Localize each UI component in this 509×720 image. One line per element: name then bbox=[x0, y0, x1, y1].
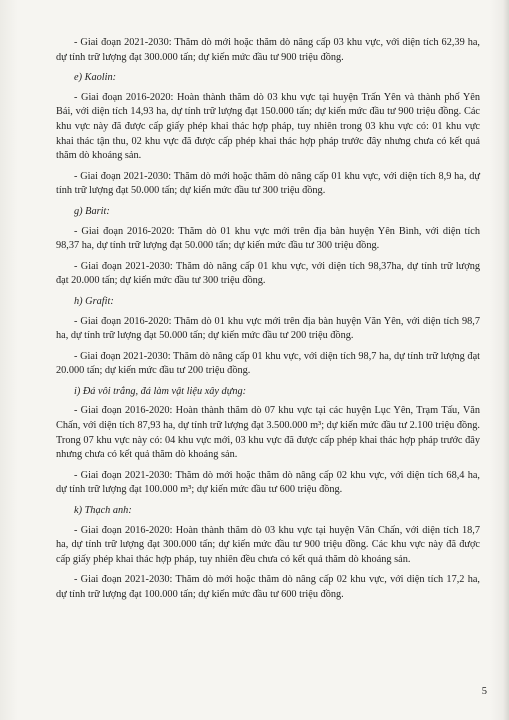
paragraph: - Giai đoạn 2021-2030: Thăm dò mới hoặc thăm dò nâng cấp 02 khu vực, với diện tích 17,2 ha, dự tính trữ lượng đạt 100.000 tấn; dự kiến mức đầu tư 600 triệu đồng. bbox=[56, 574, 480, 600]
section-heading-grafit: h) Grafit: bbox=[74, 295, 114, 307]
paragraph: - Giai đoạn 2021-2030: Thăm dò mới hoặc thăm dò nâng cấp 03 khu vực, với diện tích 62,39 ha, dự tính trữ lượng đạt 300.000 tấn; dự kiến mức đầu tư 900 triệu đồng. bbox=[56, 37, 480, 63]
paragraph: - Giai đoạn 2021-2030: Thăm dò mới hoặc thăm dò nâng cấp 01 khu vực, với diện tích 8,9 ha, dự tính trữ lượng đạt 50.000 tấn; dự kiến mức đầu tư 300 triệu đồng. bbox=[56, 170, 480, 197]
paragraph: - Giai đoạn 2016-2020: Thăm dò 01 khu vực mới trên địa bàn huyện Yên Bình, với diện tích 98,37 ha, dự tính trữ lượng đạt 50.000 tấn; dự kiến mức đầu tư 300 triệu đồng. bbox=[56, 225, 480, 252]
paragraph: - Giai đoạn 2016-2020: Hoàn thành thăm dò 07 khu vực tại các huyện Lục Yên, Trạm Tấu, Văn Chấn, với diện tích 87,93 ha, dự tính trữ lượng đạt 3.500.000 m³; dự kiến mức đầu tư 2.100 triệu đồng. Trong 07 khu vực này có: 04 khu vực mới, 03 khu vực đã được cấp phép khai thác hợp pháp trước đây nhưng chưa có kết quả thăm dò khoáng sản. bbox=[56, 405, 480, 461]
page-edge-shadow bbox=[503, 0, 509, 720]
page-number: 5 bbox=[481, 686, 487, 697]
section-heading-barit: g) Barit: bbox=[74, 205, 110, 217]
paragraph: - Giai đoạn 2016-2020: Thăm dò 01 khu vực mới trên địa bàn huyện Văn Yên, với diện tích 98,7 ha, dự tính trữ lượng đạt 50.000 tấn; dự kiến mức đầu tư 200 triệu đồng. bbox=[56, 315, 480, 342]
paragraph: - Giai đoạn 2021-2030: Thăm dò nâng cấp 01 khu vực, với diện tích 98,7 ha, dự tính trữ lượng đạt 20.000 tấn; dự kiến mức đầu tư 200 triệu đồng. bbox=[56, 350, 480, 377]
section-heading-kaolin: e) Kaolin: bbox=[74, 72, 117, 84]
paragraph: - Giai đoạn 2021-2030: Thăm dò mới hoặc thăm dò nâng cấp 02 khu vực, với diện tích 68,4 ha, dự tính trữ lượng đạt 100.000 m³; dự kiến mức đầu tư 600 triệu đồng. bbox=[56, 469, 480, 496]
document-body bbox=[56, 36, 480, 609]
paragraph: - Giai đoạn 2016-2020: Hoàn thành thăm dò 03 khu vực tại huyện Văn Chấn, với diện tích 18,7 ha, dự tính trữ lượng đạt 300.000 tấn; dự kiến mức đầu tư 900 triệu đồng. Các khu vực này đã được cấp giấy phép khai thác hợp pháp, tuy nhiên đều chưa có kết quả thăm dò khoáng sản. bbox=[56, 524, 480, 565]
section-heading-thach-anh: k) Thạch anh: bbox=[74, 505, 132, 517]
paragraph: - Giai đoạn 2021-2030: Thăm dò nâng cấp 01 khu vực, với diện tích 98,37ha, dự tính trữ lượng đạt 20.000 tấn; dự kiến mức đầu tư 300 triệu đồng. bbox=[56, 260, 480, 287]
paragraph: - Giai đoạn 2016-2020: Hoàn thành thăm dò 03 khu vực tại huyện Trấn Yên và thành phố Yên Bái, với diện tích 14,93 ha, dự tính trữ lượng đạt 150.000 tấn; dự kiến mức đầu tư 900 triệu đồng. Các khu vực này đã được cấp giấy phép khai thác hợp pháp, tuy nhiên trong 03 khu vực có: 01 khu vực khai thác tận thu, 02 khu vực đã được cấp phép khai thác hợp pháp trước đây nhưng chưa có kết quả thăm dò khoáng sản. bbox=[56, 91, 480, 162]
section-heading-da-voi: i) Đá vôi trắng, đá làm vật liệu xây dựng: bbox=[74, 385, 247, 397]
